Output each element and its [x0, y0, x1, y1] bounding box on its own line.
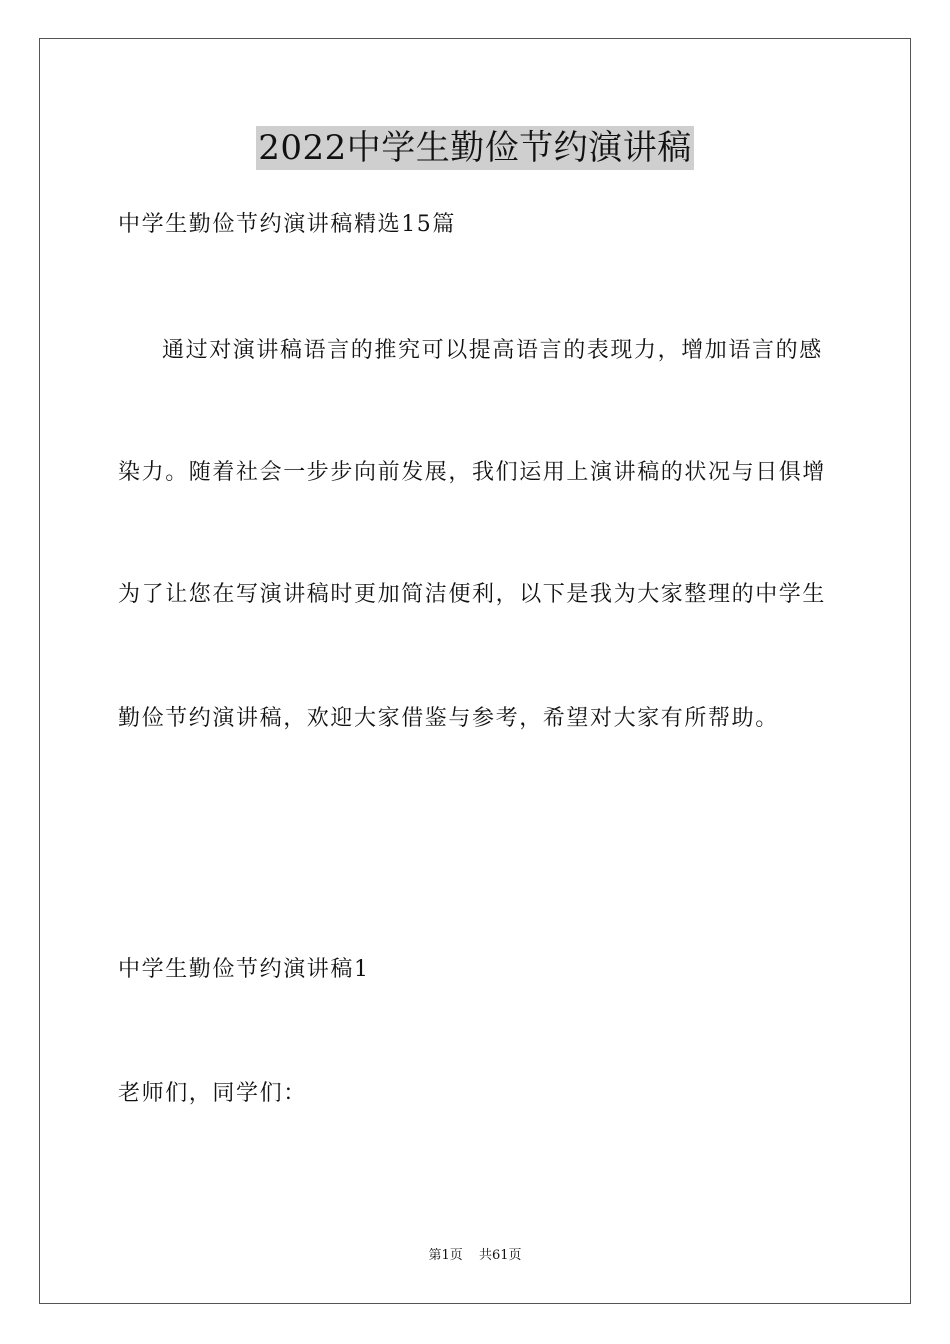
- page-footer: [0, 1246, 950, 1266]
- section-heading: 中学生勤俭节约演讲稿1: [118, 957, 370, 982]
- intro-line-2: 染力。随着社会一步步向前发展，我们运用上演讲稿的状况与日俱增: [118, 460, 827, 485]
- page-number-current: 第1页: [428, 1248, 463, 1263]
- intro-line-1: 通过对演讲稿语言的推究可以提高语言的表现力，增加语言的感: [162, 338, 823, 363]
- page-number-total: 共61页: [478, 1248, 522, 1263]
- document-subtitle: 中学生勤俭节约演讲稿精选15篇: [118, 212, 456, 237]
- intro-line-4: 勤俭节约演讲稿，欢迎大家借鉴与参考，希望对大家有所帮助。: [118, 706, 779, 731]
- title-container: [0, 126, 950, 170]
- intro-line-3: 为了让您在写演讲稿时更加简洁便利，以下是我为大家整理的中学生: [118, 582, 827, 607]
- greeting-line: 老师们，同学们：: [118, 1081, 307, 1106]
- document-title: 2022中学生勤俭节约演讲稿: [258, 128, 692, 168]
